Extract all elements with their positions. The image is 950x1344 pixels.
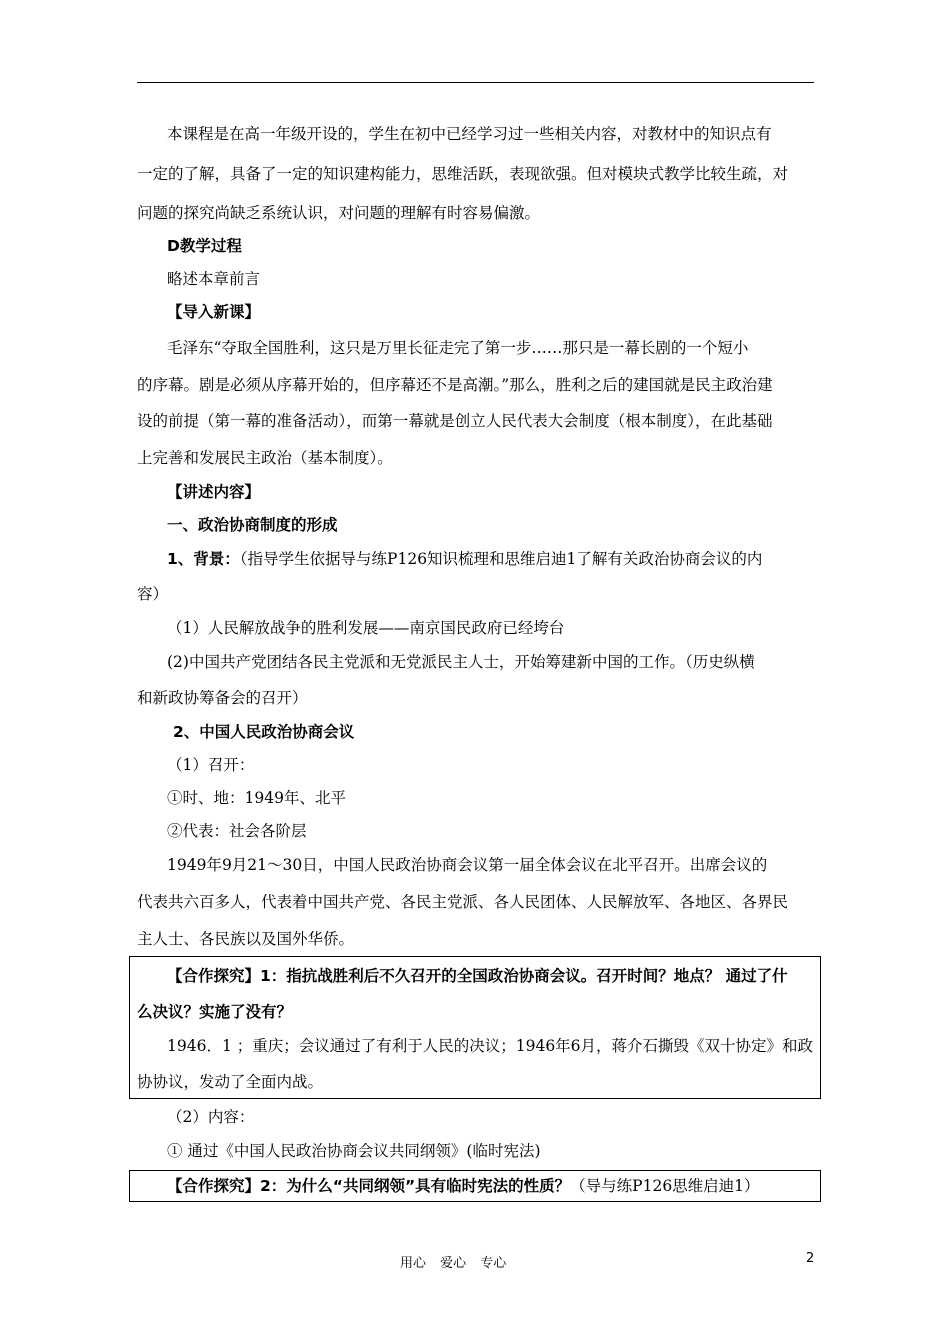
intro-line: 毛泽东“夺取全国胜利，这只是万里长征走完了第一步……那只是一幕长剧的一个短小 bbox=[167, 339, 749, 357]
intro-line: 的序幕。剧是必须从序幕开始的，但序幕还不是高潮。”那么，胜利之后的建国就是民主政治建 bbox=[137, 376, 773, 394]
heading-teaching-process: D教学过程 bbox=[167, 237, 242, 255]
section1-title: 一、政治协商制度的形成 bbox=[167, 516, 338, 534]
coop2-line bbox=[167, 1176, 817, 1196]
time-place: ①时、地：1949年、北平 bbox=[167, 789, 346, 807]
background-line bbox=[167, 549, 817, 569]
paragraph-line: 本课程是在高一年级开设的，学生在初中已经学习过一些相关内容，对教材中的知识点有 bbox=[167, 125, 772, 143]
background-item-2: (2)中国共产党团结各民主党派和无党派民主人士，开始筹建新中国的工作。（历史纵横 bbox=[167, 653, 755, 671]
background-item-1: （1）人民解放战争的胜利发展——南京国民政府已经垮台 bbox=[167, 619, 565, 637]
coop2-question: 【合作探究】2：为什么“共同纲领”具有临时宪法的性质？ bbox=[167, 1177, 571, 1195]
heading-content: 【讲述内容】 bbox=[167, 483, 261, 501]
convene-detail-line: 1949年9月21～30日，中国人民政治协商会议第一届全体会议在北平召开。出席会议的 bbox=[167, 856, 768, 874]
convene-detail-line: 主人士、各民族以及国外华侨。 bbox=[137, 930, 355, 948]
coop1-question-cont: 么决议？实施了没有？ bbox=[137, 1003, 293, 1021]
paragraph-line: 问题的探究尚缺乏系统认识，对问题的理解有时容易偏激。 bbox=[137, 204, 541, 222]
page-number: 2 bbox=[806, 1251, 815, 1266]
intro-line: 上完善和发展民主政治（基本制度）。 bbox=[137, 449, 393, 467]
coop2-reference: （导与练P126思维启迪1） bbox=[570, 1177, 760, 1195]
convene-label: （1）召开： bbox=[167, 756, 255, 774]
coop1-answer-cont: 协协议，发动了全面内战。 bbox=[137, 1073, 324, 1091]
coop1-question: 【合作探究】1：指抗战胜利后不久召开的全国政治协商会议。召开时间？地点？ 通过了什 bbox=[167, 967, 788, 985]
intro-line: 设的前提（第一幕的准备活动），而第一幕就是创立人民代表大会制度（根本制度），在此基础 bbox=[137, 412, 773, 430]
section2-title: 2、中国人民政治协商会议 bbox=[173, 723, 355, 741]
content-item-1: ① 通过《中国人民政治协商会议共同纲领》(临时宪法) bbox=[167, 1142, 541, 1160]
footer-motto: 用心 爱心 专心 bbox=[400, 1256, 507, 1271]
header-rule bbox=[137, 82, 814, 83]
background-item-2-cont: 和新政协筹备会的召开） bbox=[137, 689, 308, 707]
background-text: （指导学生依据导与练P126知识梳理和思维启迪1了解有关政治协商会议的内 bbox=[239, 550, 763, 568]
summary-text: 略述本章前言 bbox=[167, 270, 261, 288]
representatives: ②代表：社会各阶层 bbox=[167, 822, 307, 840]
coop1-answer: 1946．1 ；重庆；会议通过了有利于人民的决议；1946年6月，蒋介石撕毁《双十协定》和政 bbox=[167, 1037, 814, 1055]
heading-intro: 【导入新课】 bbox=[167, 303, 261, 321]
convene-detail-line: 代表共六百多人，代表着中国共产党、各民主党派、各人民团体、人民解放军、各地区、各界民 bbox=[137, 893, 789, 911]
background-label: 1、背景： bbox=[167, 550, 240, 568]
paragraph-line: 一定的了解，具备了一定的知识建构能力，思维活跃，表现欲强。但对模块式教学比较生疏，对 bbox=[137, 165, 789, 183]
content-label: （2）内容： bbox=[167, 1108, 255, 1126]
background-line2: 容） bbox=[137, 585, 169, 603]
